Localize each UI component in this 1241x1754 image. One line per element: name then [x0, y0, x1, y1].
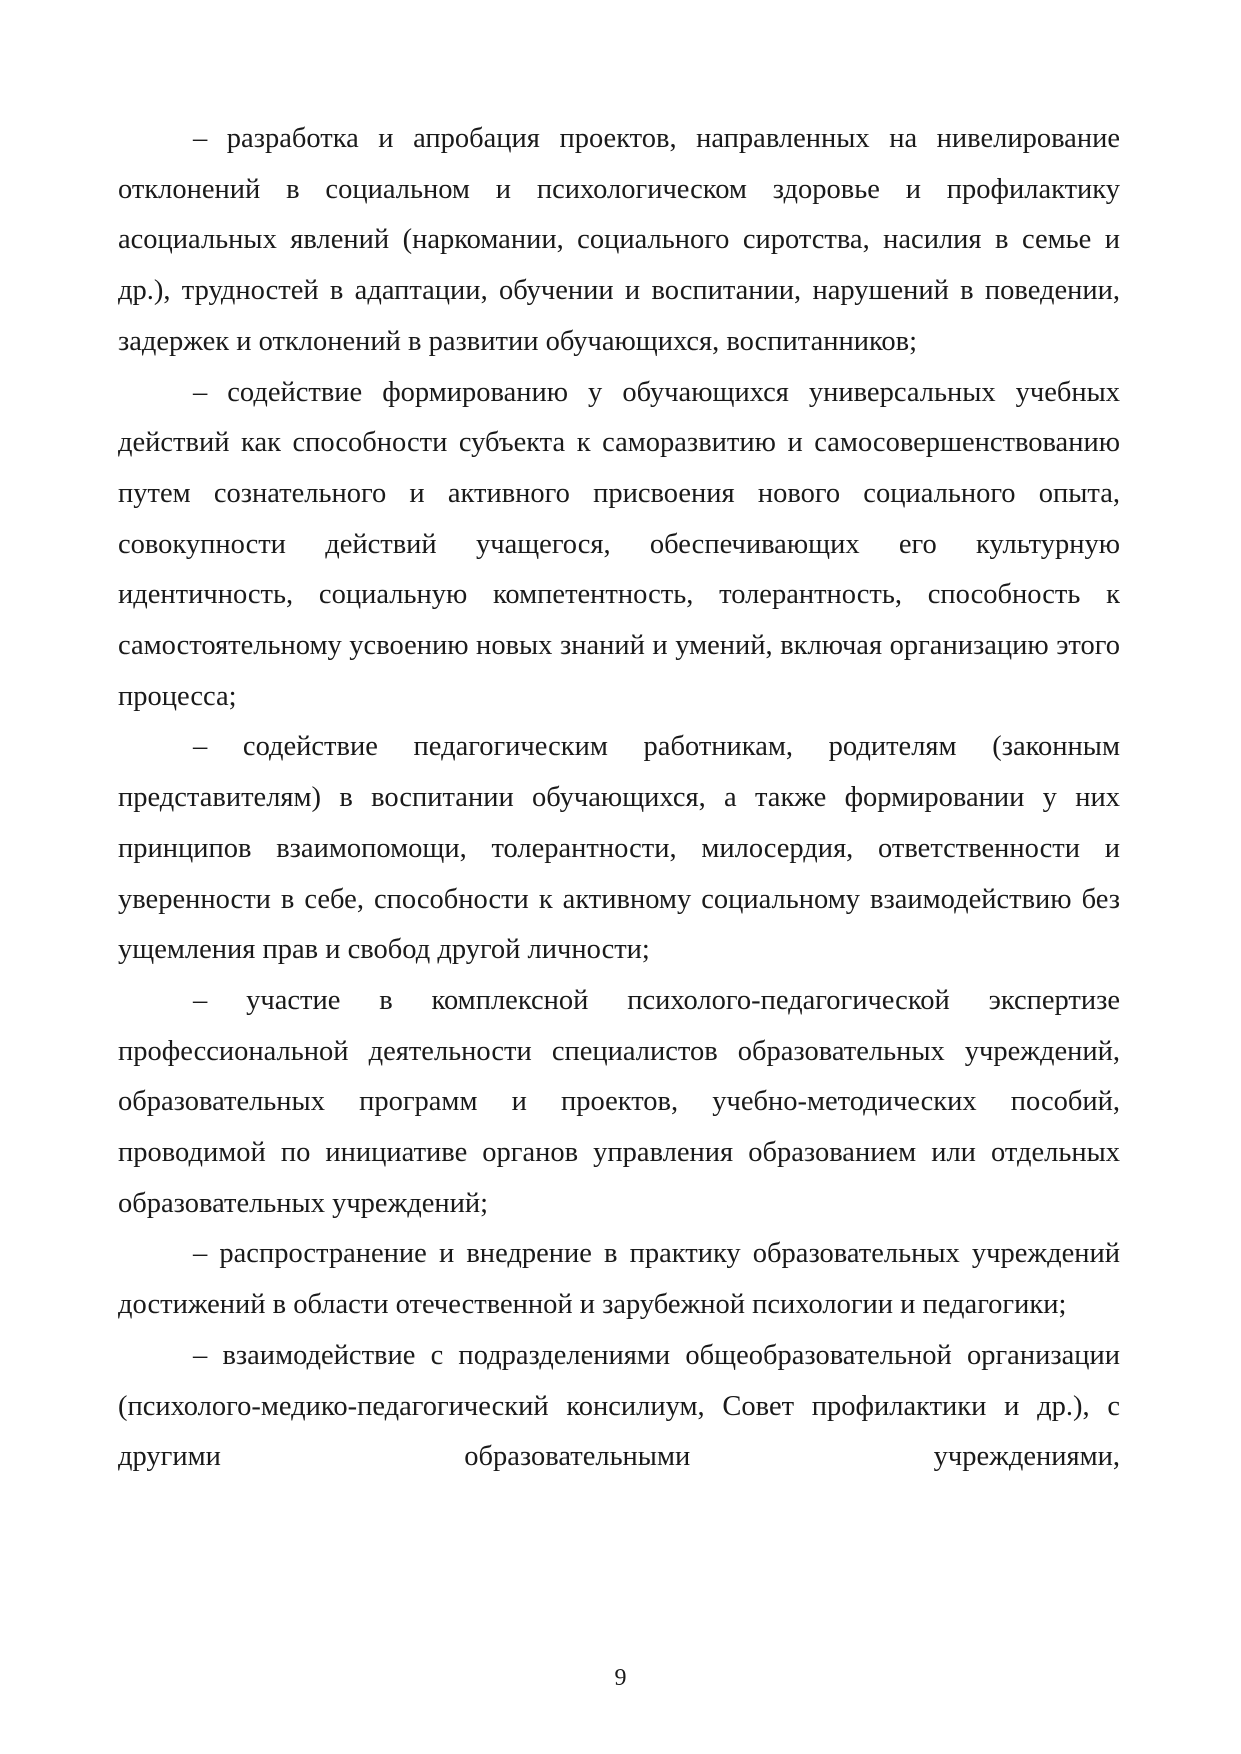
paragraph-6: – взаимодействие с подразделениями общеобразовательной организации (психолого-медико-педагогический консилиум, Совет профилактики и др.), с другими образовательными учреждениями, [118, 1339, 1120, 1473]
paragraph-3: – содействие педагогическим работникам, родителям (законным представителям) в воспитании обучающихся, а также формировании у них принципов взаимопомощи, толерантности, милосердия, ответственности и уверенности в себе, способности к активному социальному взаимодействию без ущемления прав и свобод другой личности; [118, 731, 1120, 966]
paragraph-4: – участие в комплексной психолого-педагогической экспертизе профессиональной деятельности специалистов образовательных учреждений, образовательных программ и проектов, учебно-методических пособий, проводимой по инициативе органов управления образованием или отдельных образовательных учреждений; [118, 984, 1120, 1219]
body-text [118, 114, 1120, 1483]
paragraph-2: – содействие формированию у обучающихся универсальных учебных действий как способности субъекта к саморазвитию и самосовершенствованию путем сознательного и активного присвоения нового социального опыта, совокупности действий учащегося, обеспечивающих его культурную идентичность, социальную компетентность, толерантность, способность к самостоятельному усвоению новых знаний и умений, включая организацию этого процесса; [118, 376, 1120, 712]
paragraph-1: – разработка и апробация проектов, направленных на нивелирование отклонений в социальном и психологическом здоровье и профилактику асоциальных явлений (наркомании, социального сиротства, насилия в семье и др.), трудностей в адаптации, обучении и воспитании, нарушений в поведении, задержек и отклонений в развитии обучающихся, воспитанников; [118, 123, 1120, 357]
paragraph-5: – распространение и внедрение в практику образовательных учреждений достижений в области отечественной и зарубежной психологии и педагогики; [118, 1238, 1120, 1321]
page-number: 9 [614, 1665, 627, 1691]
